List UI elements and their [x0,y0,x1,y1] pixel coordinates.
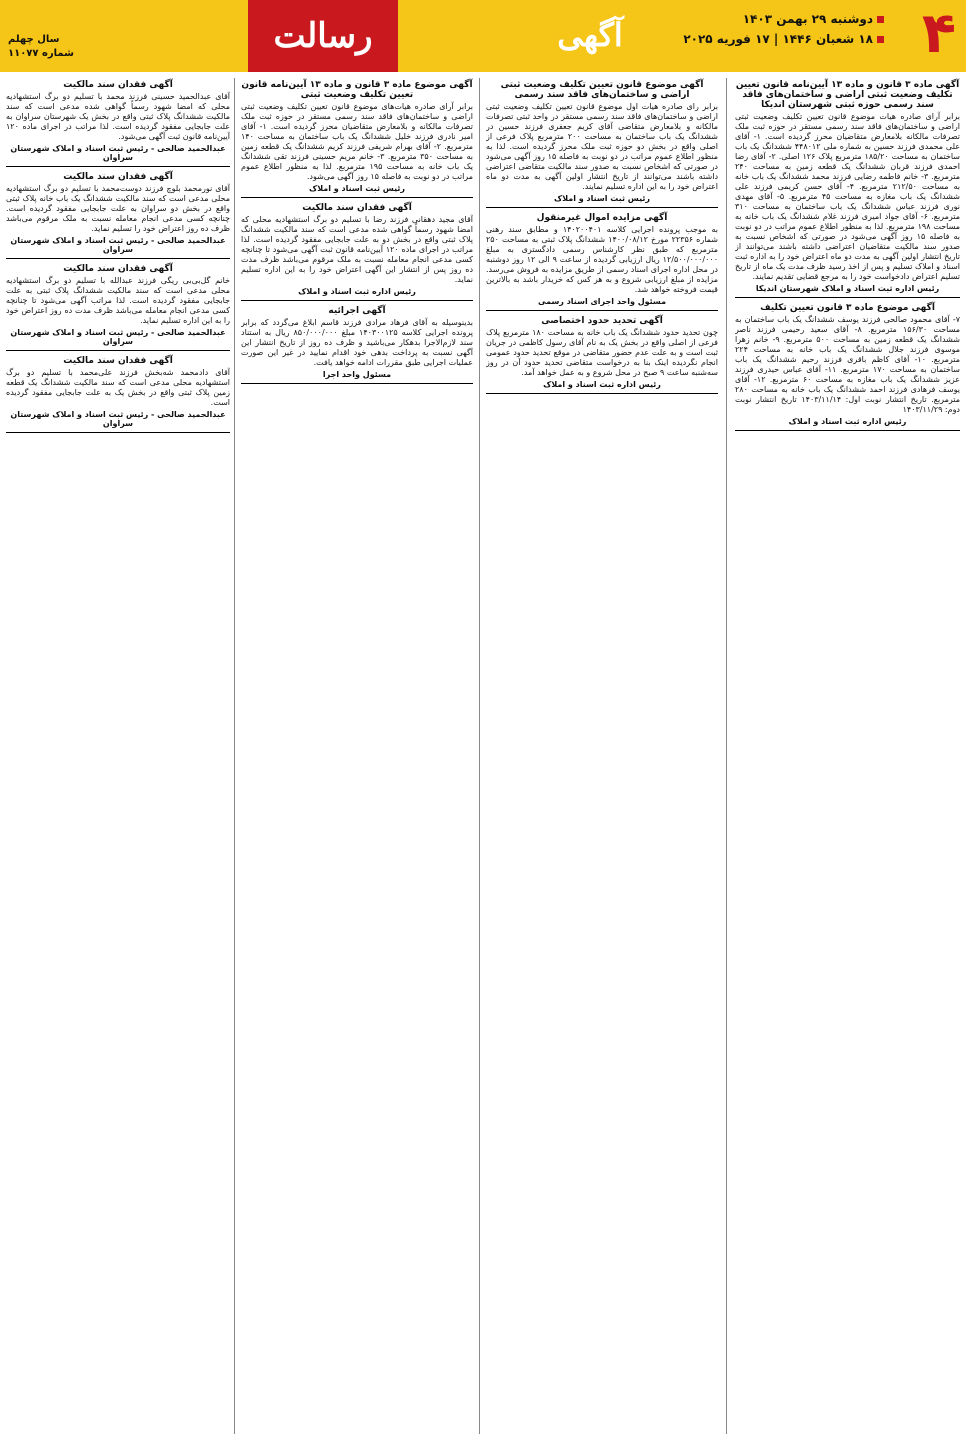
date-hijri-gregorian [683,32,884,46]
notice-block [6,262,230,351]
notice-title: آگهی فقدان سند مالکیت [63,172,173,182]
notice-title: آگهی فقدان سند مالکیت [63,264,173,274]
notice-block [735,78,960,298]
notice-body: برابر آرای صادره هیات‌های موضوع قانون تعیین تکلیف وضعیت ثبتی اراضی و ساختمان‌های فاقد سند رسمی مستقر در حوزه ثبت ملک تصرفات مالکانه و بلامعارض متقاضیان محرز گردیده است. ۱- آقای امیر نادری فرزند خلیل ششدانگ یک باب ساختمان به مساحت ۱۴۰ مترمربع. ۲- آقای بهرام شریفی فرزند کریم ششدانگ یک قطعه زمین به مساحت ۳۵۰ مترمربع. ۳- خانم مریم حسینی فرزند تقی ششدانگ یک باب خانه به مساحت ۱۹۵ مترمربع. لذا به منظور اطلاع عموم مراتب در دو نوبت به فاصله ۱۵ روز آگهی می‌شود. [241,102,473,181]
notice-title: آگهی فقدان سند مالکیت [302,203,412,213]
notice-signature: مسئول واحد اجرا [322,370,392,379]
column-divider [726,78,727,1434]
notice-title: آگهی تحدید حدود اختصاصی [541,316,663,326]
notice-title: آگهی ماده ۳ قانون و ماده ۱۳ آیین‌نامه قانون تعیین تکلیف وضعیت ثبتی اراضی و ساختمان‌های فاقد سند رسمی حوزه ثبتی شهرستان اندیکا [735,80,960,110]
column-divider [479,78,480,1434]
column-4 [6,78,230,1434]
notice-body: چون تحدید حدود ششدانگ یک باب خانه به مساحت ۱۸۰ مترمربع پلاک فرعی از اصلی واقع در بخش یک به نام آقای رسول کاظمی در جریان ثبت است و به علت عدم حضور متقاضی در موقع تحدید حدود عمومی انجام نگردیده اینک بنا به درخواست متقاضی تحدید حدود آن در روز سه‌شنبه ساعت ۹ صبح در محل شروع و به عمل خواهد آمد. [486,328,718,377]
notice-body: خانم گل‌بی‌بی ریگی فرزند عبدالله با تسلیم دو برگ استشهادیه محلی مدعی است که سند مالکیت ششدانگ پلاک ثبتی به علت جابجایی مفقود گردیده است. لذا مراتب آگهی می‌شود تا چنانچه کسی مدعی انجام معامله می‌باشد ظرف مدت ده روز اعتراض خود را به این اداره تسلیم نماید. [6,276,230,325]
date-persian [743,12,884,26]
notice-signature: رئیس اداره ثبت اسناد و املاک [788,417,907,426]
bullet-icon [877,16,884,23]
notice-body: برابر رای صادره هیات اول موضوع قانون تعیین تکلیف وضعیت ثبتی اراضی و ساختمان‌های فاقد سند رسمی مستقر در واحد ثبتی تصرفات مالکانه و بلامعارض متقاضی آقای کریم جعفری فرزند حسین در ششدانگ یک باب ساختمان به مساحت ۲۰۰ مترمربع پلاک فرعی از اصلی واقع در بخش دو حوزه ثبت ملک محرز گردیده است. لذا به منظور اطلاع عموم مراتب در دو نوبت به فاصله ۱۵ روز آگهی می‌شود در صورتی که اشخاص نسبت به صدور سند مالکیت متقاضی اعتراضی داشته باشند می‌توانند از تاریخ انتشار اولین آگهی به مدت دو ماه اعتراض خود را به این اداره تسلیم نمایند. [486,102,718,191]
notice-signature: رئیس اداره ثبت اسناد و املاک شهرستان اندیکا [755,284,940,293]
notice-body: بدینوسیله به آقای فرهاد مرادی فرزند قاسم ابلاغ می‌گردد که برابر پرونده اجرایی کلاسه ۱۴۰۳۰۰۱۲۵ مبلغ ۸۵۰/۰۰۰/۰۰۰ ریال به استناد سند لازم‌الاجرا بدهکار می‌باشید و ظرف ده روز از تاریخ انتشار این آگهی نسبت به پرداخت بدهی خود اقدام نمایید در غیر این صورت عملیات اجرایی طبق مقررات ادامه خواهد یافت. [241,318,473,367]
notice-body: برابر آرای صادره هیات موضوع قانون تعیین تکلیف وضعیت ثبتی اراضی و ساختمان‌های فاقد سند رسمی مستقر در حوزه ثبت ملک تصرفات مالکانه بلامعارض متقاضیان محرز گردیده است. ۱- آقای علی محمدی فرزند حسین به شماره ملی ۴۴۸۰۱۲ ششدانگ یک باب ساختمان به مساحت ۱۸۵/۲۰ مترمربع پلاک ۱۲۶ اصلی. ۲- آقای رضا احمدی فرزند قربان ششدانگ یک قطعه زمین به مساحت ۲۴۰ مترمربع. ۳- خانم فاطمه رضایی فرزند محمد ششدانگ یک باب خانه به مساحت ۲۱۲/۵۰ مترمربع. ۴- آقای حسن کریمی فرزند علی ششدانگ یک باب مغازه به مساحت ۴۵ مترمربع. ۵- آقای مهدی نوری فرزند عباس ششدانگ یک باب ساختمان به مساحت ۳۱۰ مترمربع. ۶- آقای جواد امیری فرزند غلام ششدانگ یک باب خانه به مساحت ۱۹۸ مترمربع. لذا به منظور اطلاع عموم مراتب در دو نوبت به فاصله ۱۵ روز آگهی می‌شود در صورتی که اشخاص نسبت به صدور سند مالکیت متقاضیان اعتراضی داشته باشند می‌توانند از تاریخ انتشار اولین آگهی به مدت دو ماه اعتراض خود را به اداره ثبت اسناد و املاک تسلیم و پس از اخذ رسید ظرف مدت یک ماه از تاریخ تسلیم اعتراض دادخواست خود را به مرجع قضایی تقدیم نمایند. [735,112,960,281]
notice-title: آگهی موضوع ماده ۳ قانون و ماده ۱۳ آیین‌نامه قانون تعیین تکلیف وضعیت ثبتی [241,80,473,100]
masthead-year: سال چهلم [8,34,60,45]
notice-signature: مسئول واحد اجرای اسناد رسمی [537,297,667,306]
section-title: آگهی [557,16,623,54]
notice-signature: عبدالحمید صالحی - رئیس ثبت اسناد و املاک شهرستان سراوان [10,144,226,162]
notice-body: آقای مجید دهقانی فرزند رضا با تسلیم دو برگ استشهادیه محلی که امضا شهود رسماً گواهی شده مدعی است که سند مالکیت ششدانگ پلاک ثبتی واقع در بخش دو به علت جابجایی مفقود گردیده است. لذا مراتب در اجرای ماده ۱۲۰ آیین‌نامه قانون ثبت آگهی می‌شود تا چنانچه کسی مدعی انجام معامله نسبت به ملک مرقوم می‌باشد ظرف مدت ده روز پس از انتشار این آگهی اعتراض خود را به این اداره تسلیم نماید. [241,215,473,284]
column-2 [486,78,718,1434]
notice-title: آگهی موضوع ماده ۳ قانون تعیین تکلیف [760,303,935,313]
ad-columns [6,78,960,1434]
notice-body: به موجب پرونده اجرایی کلاسه ۱۴۰۲۰۰۴۰۱ و مطابق سند رهنی شماره ۲۲۳۵۶ مورخ ۱۴۰۰/۰۸/۱۲ ششدانگ پلاک ثبتی به مساحت ۲۵۰ مترمربع که طبق نظر کارشناس رسمی دادگستری به مبلغ ۱۲/۵۰۰/۰۰۰/۰۰۰ ریال ارزیابی گردیده از ساعت ۹ الی ۱۲ روز دوشنبه در محل اداره اجرای اسناد رسمی از طریق مزایده به فروش می‌رسد. مزایده از مبلغ ارزیابی شروع و به هر کس که خریدار باشد به بالاترین قیمت فروخته خواهد شد. [486,225,718,294]
notice-block [6,78,230,167]
date-hijri-text: ۱۸ شعبان ۱۴۴۶ | ۱۷ فوریه ۲۰۲۵ [683,32,873,46]
notice-block [486,78,718,208]
date-persian-text: دوشنبه ۲۹ بهمن ۱۴۰۳ [742,12,873,26]
notice-title: آگهی فقدان سند مالکیت [63,80,173,90]
notice-block [486,211,718,311]
notice-body: آقای عبدالحمید حسینی فرزند محمد با تسلیم دو برگ استشهادیه محلی که امضا شهود رسماً گواهی شده مدعی است که سند مالکیت ششدانگ پلاک ثبتی واقع در بخش یک شهرستان سراوان به علت جابجایی مفقود گردیده است. لذا مراتب در اجرای ماده ۱۲۰ آیین‌نامه قانون ثبت آگهی می‌شود. [6,92,230,141]
notice-body: ۷- آقای محمود صالحی فرزند یوسف ششدانگ یک باب ساختمان به مساحت ۱۵۶/۳۰ مترمربع. ۸- آقای سعید رحیمی فرزند ناصر ششدانگ یک قطعه زمین به مساحت ۵۰۰ مترمربع. ۹- خانم زهرا موسوی فرزند جلال ششدانگ یک باب خانه به مساحت ۲۲۴ مترمربع. ۱۰- آقای کاظم باقری فرزند رحیم ششدانگ یک باب ساختمان به مساحت ۱۷۰ مترمربع. ۱۱- آقای عباس حیدری فرزند عزیز ششدانگ یک باب مغازه به مساحت ۶۰ مترمربع. ۱۲- آقای یوسف فرهادی فرزند احمد ششدانگ یک باب خانه به مساحت ۲۸۰ مترمربع. تاریخ انتشار نوبت اول: ۱۴۰۳/۱۱/۱۴ تاریخ انتشار نوبت دوم: ۱۴۰۳/۱۱/۲۹ [735,315,960,414]
notice-signature: رئیس اداره ثبت اسناد و املاک [543,380,661,389]
page-header [0,0,966,72]
page-number: ۴ [921,1,956,66]
notice-signature: رئیس اداره ثبت اسناد و املاک [298,287,416,296]
notice-signature: عبدالحمید صالحی - رئیس ثبت اسناد و املاک شهرستان سراوان [10,328,226,346]
notice-signature: عبدالحمید صالحی - رئیس ثبت اسناد و املاک شهرستان سراوان [10,236,226,254]
masthead-issue: شماره ۱۱۰۷۷ [8,48,74,59]
notice-block [241,78,473,198]
notice-block [486,314,718,394]
notice-signature: عبدالحمید صالحی - رئیس ثبت اسناد و املاک شهرستان سراوان [10,410,226,428]
notice-block [241,201,473,301]
notice-block [6,170,230,259]
notice-block [735,301,960,431]
notice-block [6,354,230,433]
notice-title: آگهی موضوع قانون تعیین تکلیف وضعیت ثبتی اراضی و ساختمان‌های فاقد سند رسمی [500,80,704,100]
notice-title: آگهی اجرائیه [328,306,386,316]
column-3 [241,78,473,1434]
column-divider [234,78,235,1434]
column-1 [735,78,960,1434]
notice-body: آقای دادمحمد شه‌بخش فرزند علی‌محمد با تسلیم دو برگ استشهادیه محلی مدعی است که سند مالکیت ششدانگ یک قطعه زمین پلاک ثبتی واقع در بخش یک به علت جابجایی مفقود گردیده است. [6,368,230,407]
notice-body: آقای نورمحمد بلوچ فرزند دوست‌محمد با تسلیم دو برگ استشهادیه محلی مدعی است که سند مالکیت ششدانگ یک باب خانه پلاک ثبتی واقع در بخش دو سراوان به علت جابجایی مفقود گردیده است. چنانچه کسی مدعی انجام معامله نسبت به ملک مرقوم می‌باشد ظرف ده روز اعتراض خود را تسلیم نماید. [6,184,230,233]
notice-title: آگهی فقدان سند مالکیت [63,356,173,366]
notice-signature: رئیس ثبت اسناد و املاک [554,194,650,203]
newspaper-logo: رسالت [273,16,373,56]
notice-signature: رئیس ثبت اسناد و املاک [309,184,405,193]
notice-title: آگهی مزایده اموال غیرمنقول [536,213,668,223]
notice-block [241,304,473,384]
bullet-icon [877,36,884,43]
